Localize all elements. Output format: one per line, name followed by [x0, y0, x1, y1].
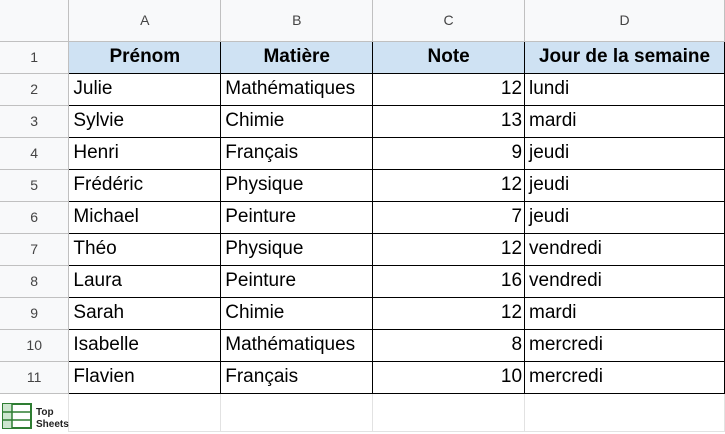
- cell-prenom[interactable]: Michael: [69, 201, 221, 233]
- column-header-row: [0, 0, 725, 41]
- cell-jour[interactable]: mercredi: [525, 329, 725, 361]
- cell-note[interactable]: 7: [373, 201, 525, 233]
- column-header-d[interactable]: D: [525, 0, 725, 41]
- column-header-c[interactable]: C: [373, 0, 525, 41]
- cell-note[interactable]: 9: [373, 137, 525, 169]
- empty-cell[interactable]: [69, 393, 221, 431]
- cell-matiere[interactable]: Physique: [221, 233, 373, 265]
- table-row: [0, 73, 725, 105]
- column-header-a[interactable]: A: [69, 0, 221, 41]
- cell-matiere[interactable]: Français: [221, 361, 373, 393]
- table-row: [0, 233, 725, 265]
- watermark-line1: Top: [36, 406, 54, 418]
- cell-jour[interactable]: mardi: [525, 105, 725, 137]
- table-row: [0, 137, 725, 169]
- cell-note[interactable]: 12: [373, 233, 525, 265]
- cell-jour[interactable]: jeudi: [525, 201, 725, 233]
- watermark-text: [36, 407, 69, 431]
- row-header[interactable]: 3: [0, 105, 69, 137]
- cell-note[interactable]: 12: [373, 169, 525, 201]
- row-header[interactable]: 11: [0, 361, 69, 393]
- row-header[interactable]: 4: [0, 137, 69, 169]
- cell-jour[interactable]: vendredi: [525, 265, 725, 297]
- header-row: [0, 41, 725, 73]
- empty-cell[interactable]: [525, 393, 725, 431]
- table-row: [0, 329, 725, 361]
- cell-matiere[interactable]: Mathématiques: [221, 73, 373, 105]
- cell-jour[interactable]: jeudi: [525, 137, 725, 169]
- spreadsheet-icon: [2, 403, 32, 434]
- column-header-b[interactable]: B: [221, 0, 373, 41]
- cell-header-matiere[interactable]: Matière: [221, 41, 373, 73]
- table-row: [0, 361, 725, 393]
- cell-header-jour[interactable]: Jour de la semaine: [525, 41, 725, 73]
- select-all-corner[interactable]: [0, 0, 69, 41]
- cell-prenom[interactable]: Théo: [69, 233, 221, 265]
- cell-prenom[interactable]: Sylvie: [69, 105, 221, 137]
- watermark-line2: Sheets: [36, 418, 69, 430]
- cell-matiere[interactable]: Chimie: [221, 105, 373, 137]
- cell-matiere[interactable]: Chimie: [221, 297, 373, 329]
- cell-prenom[interactable]: Flavien: [69, 361, 221, 393]
- row-header[interactable]: 1: [0, 41, 69, 73]
- cell-prenom[interactable]: Laura: [69, 265, 221, 297]
- cell-matiere[interactable]: Français: [221, 137, 373, 169]
- row-header[interactable]: 6: [0, 201, 69, 233]
- cell-jour[interactable]: lundi: [525, 73, 725, 105]
- cell-note[interactable]: 16: [373, 265, 525, 297]
- cell-note[interactable]: 8: [373, 329, 525, 361]
- empty-cell[interactable]: [221, 393, 373, 431]
- top-sheets-watermark: [2, 403, 69, 434]
- row-header[interactable]: 2: [0, 73, 69, 105]
- cell-jour[interactable]: mardi: [525, 297, 725, 329]
- table-row: [0, 265, 725, 297]
- row-header[interactable]: 7: [0, 233, 69, 265]
- cell-matiere[interactable]: Peinture: [221, 265, 373, 297]
- cell-jour[interactable]: mercredi: [525, 361, 725, 393]
- table-row: [0, 201, 725, 233]
- cell-note[interactable]: 12: [373, 73, 525, 105]
- table-row: [0, 169, 725, 201]
- row-header[interactable]: 8: [0, 265, 69, 297]
- cell-header-note[interactable]: Note: [373, 41, 525, 73]
- table-row: [0, 105, 725, 137]
- cell-matiere[interactable]: Mathématiques: [221, 329, 373, 361]
- cell-prenom[interactable]: Julie: [69, 73, 221, 105]
- cell-note[interactable]: 13: [373, 105, 525, 137]
- cell-header-prenom[interactable]: Prénom: [69, 41, 221, 73]
- cell-prenom[interactable]: Frédéric: [69, 169, 221, 201]
- cell-prenom[interactable]: Sarah: [69, 297, 221, 329]
- cell-jour[interactable]: jeudi: [525, 169, 725, 201]
- row-header[interactable]: 9: [0, 297, 69, 329]
- cell-matiere[interactable]: Physique: [221, 169, 373, 201]
- cell-prenom[interactable]: Isabelle: [69, 329, 221, 361]
- cell-jour[interactable]: vendredi: [525, 233, 725, 265]
- empty-row: [0, 393, 725, 431]
- row-header[interactable]: 5: [0, 169, 69, 201]
- empty-cell[interactable]: [373, 393, 525, 431]
- cell-matiere[interactable]: Peinture: [221, 201, 373, 233]
- row-header[interactable]: 10: [0, 329, 69, 361]
- cell-note[interactable]: 10: [373, 361, 525, 393]
- cell-prenom[interactable]: Henri: [69, 137, 221, 169]
- table-row: [0, 297, 725, 329]
- cell-note[interactable]: 12: [373, 297, 525, 329]
